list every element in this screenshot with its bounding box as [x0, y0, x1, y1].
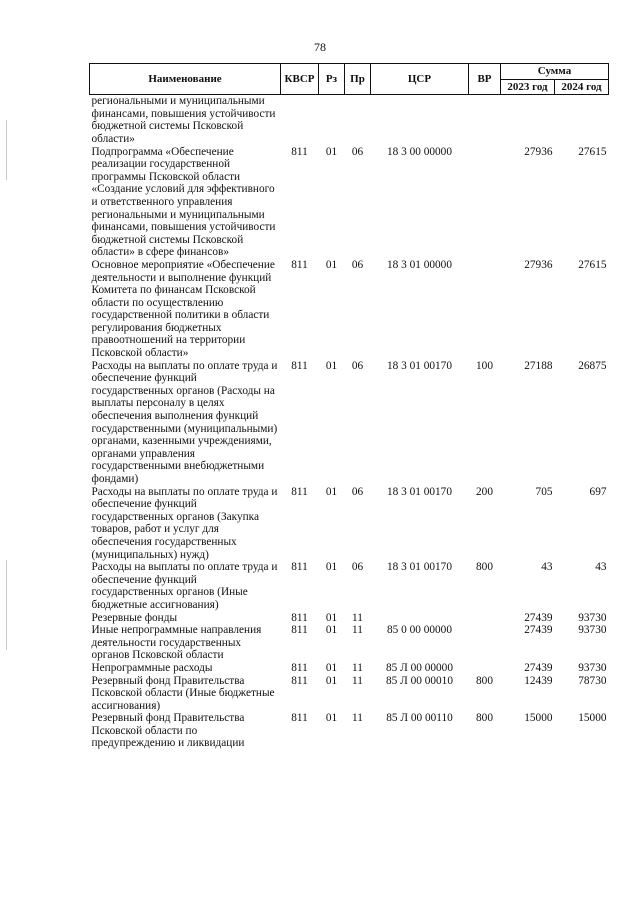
header-year-2024: 2024 год: [555, 79, 609, 95]
row-pr: [345, 95, 371, 146]
row-csr: 85 Л 00 00010: [386, 674, 453, 687]
row-vr: [469, 612, 501, 625]
row-name: Резервный фонд Правительства Псковской области (Иные бюджетные ассигнования): [91, 674, 275, 712]
row-kvsr: 811: [291, 611, 308, 624]
row-kvsr: 811: [291, 561, 308, 574]
header-rz: Рз: [319, 64, 345, 95]
row-pr: 11: [352, 611, 363, 624]
table-row: [90, 146, 609, 259]
row-pr: 06: [351, 561, 364, 574]
row-rz: 01: [325, 359, 338, 372]
row-sum-2024: 93730: [578, 624, 607, 637]
scan-edge-mark: [6, 120, 7, 180]
row-name: Иные непрограммные направления деятельности государственных органов Псковской области: [91, 624, 262, 662]
row-vr: [469, 624, 501, 662]
row-pr: 06: [351, 359, 364, 372]
row-name: Подпрограмма «Обеспечение реализации государственной программы Псковской области «Создание условий для эффективного и ответственного управления региональными и муниципальными финансами, повышения устойчивости бюджетной системы Псковской области» в сфере финансов»: [91, 145, 276, 259]
table-row: [90, 662, 609, 675]
header-sum: Сумма: [501, 64, 609, 80]
table-row: [90, 675, 609, 713]
row-csr: 85 0 00 00000: [387, 624, 452, 637]
row-vr: 100: [476, 359, 493, 372]
row-pr: 11: [352, 624, 363, 637]
row-kvsr: 811: [291, 674, 308, 687]
row-name: Расходы на выплаты по оплате труда и обеспечение функций государственных органов (Закупка товаров, работ и услуг для обеспечения государственных (муниципальных) нужд): [91, 485, 278, 561]
row-kvsr: [281, 95, 319, 146]
row-rz: 01: [325, 561, 338, 574]
row-pr: 11: [352, 674, 363, 687]
row-rz: 01: [325, 674, 338, 687]
row-kvsr: 811: [291, 145, 308, 158]
row-rz: 01: [325, 145, 338, 158]
row-name: Расходы на выплаты по оплате труда и обеспечение функций государственных органов (Расходы на выплаты персоналу в целях обеспечения выполнения функций государственными (муниципальными) органами, казенными учреждениями, органами управления государственными внебюджетными фондами): [91, 359, 278, 485]
row-name: Основное мероприятие «Обеспечение деятельности и выполнение функций Комитета по финансам Псковской области по осуществлению государственной политики в области регулирования бюджетных правоотношений на территории Псковской области»: [91, 258, 275, 360]
row-kvsr: 811: [291, 359, 308, 372]
row-csr: 18 3 01 00170: [387, 561, 452, 574]
row-name: Непрограммные расходы: [91, 661, 213, 674]
row-vr: [469, 146, 501, 259]
row-sum-2024: 27615: [578, 145, 607, 158]
row-sum-2024: [555, 95, 609, 146]
row-pr: 11: [352, 661, 363, 674]
row-sum-2023: 27188: [524, 359, 553, 372]
row-sum-2023: 12439: [524, 674, 553, 687]
table-row: [90, 712, 609, 750]
row-sum-2024: 78730: [578, 674, 607, 687]
row-kvsr: 811: [291, 661, 308, 674]
row-sum-2023: 27439: [524, 611, 553, 624]
row-rz: 01: [325, 624, 338, 637]
row-sum-2023: 27936: [524, 258, 553, 271]
header-csr: ЦСР: [371, 64, 469, 95]
row-vr: 200: [476, 485, 493, 498]
row-sum-2023: 43: [541, 561, 553, 574]
row-sum-2023: 705: [535, 485, 553, 498]
row-sum-2024: 93730: [578, 611, 607, 624]
row-pr: 06: [351, 145, 364, 158]
row-kvsr: 811: [291, 485, 308, 498]
row-rz: 01: [325, 485, 338, 498]
header-vr: ВР: [469, 64, 501, 95]
row-sum-2024: 43: [595, 561, 607, 574]
row-vr: [469, 662, 501, 675]
header-pr: Пр: [345, 64, 371, 95]
page-number: 78: [314, 40, 326, 54]
row-rz: 01: [325, 258, 338, 271]
scan-edge-mark: [6, 560, 7, 650]
row-kvsr: 811: [291, 258, 308, 271]
row-vr: 800: [476, 674, 493, 687]
row-pr: 06: [351, 485, 364, 498]
table-row: [90, 486, 609, 562]
row-pr: 06: [351, 258, 364, 271]
row-rz: 01: [325, 611, 338, 624]
row-vr: [469, 259, 501, 360]
table-row: [90, 624, 609, 662]
row-sum-2023: [501, 95, 555, 146]
row-sum-2023: 27439: [524, 661, 553, 674]
row-vr: [469, 95, 501, 146]
budget-table: [89, 63, 609, 750]
row-vr: 800: [476, 712, 493, 725]
row-sum-2024: 15000: [578, 712, 607, 725]
header-year-2023: 2023 год: [501, 79, 555, 95]
table-row: [90, 360, 609, 486]
row-pr: 11: [352, 712, 363, 725]
header-name: Наименование: [90, 64, 281, 95]
row-kvsr: 811: [291, 712, 308, 725]
row-rz: [319, 95, 345, 146]
table-row: [90, 95, 609, 146]
row-rz: 01: [325, 712, 338, 725]
row-vr: 800: [476, 561, 493, 574]
row-csr: 18 3 01 00000: [387, 258, 452, 271]
row-name: Резервные фонды: [91, 611, 178, 624]
row-kvsr: 811: [291, 624, 308, 637]
table-row: [90, 612, 609, 625]
row-csr: 18 3 00 00000: [387, 145, 452, 158]
row-csr: [371, 612, 469, 625]
row-name: Расходы на выплаты по оплате труда и обеспечение функций государственных органов (Иные бюджетные ассигнования): [91, 561, 278, 611]
row-rz: 01: [325, 661, 338, 674]
row-sum-2024: 697: [589, 485, 607, 498]
row-csr: 85 Л 00 00000: [386, 661, 453, 674]
row-csr: 85 Л 00 00110: [386, 712, 453, 725]
table-header: [90, 64, 609, 95]
row-csr: 18 3 01 00170: [387, 485, 452, 498]
row-sum-2024: 93730: [578, 661, 607, 674]
row-sum-2024: 26875: [578, 359, 607, 372]
row-name: Резервный фонд Правительства Псковской области по предупреждению и ликвидации: [91, 712, 245, 750]
row-csr: [371, 95, 469, 146]
row-csr: 18 3 01 00170: [387, 359, 452, 372]
header-kvsr: КВСР: [281, 64, 319, 95]
row-sum-2023: 27936: [524, 145, 553, 158]
table-row: [90, 259, 609, 360]
row-sum-2023: 27439: [524, 624, 553, 637]
row-name: региональными и муниципальными финансами, повышения устойчивости бюджетной системы Псковской области»: [91, 95, 276, 145]
row-sum-2024: 27615: [578, 258, 607, 271]
row-sum-2023: 15000: [524, 712, 553, 725]
table-row: [90, 561, 609, 611]
